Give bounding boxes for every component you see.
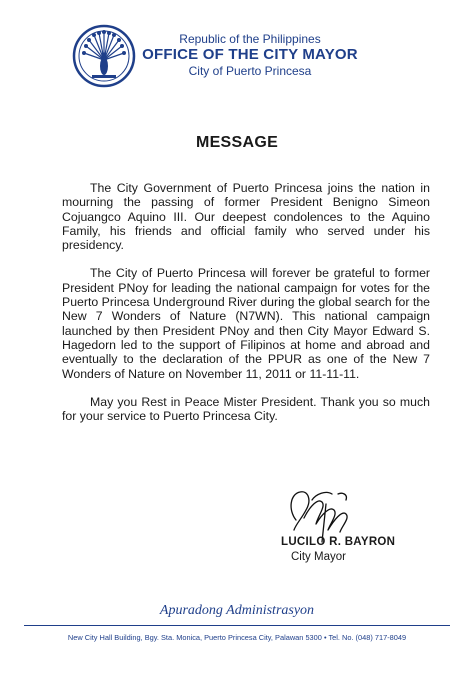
- city-seal-icon: [72, 24, 136, 88]
- paragraph-2: The City of Puerto Princesa will forever be grateful to former President PNoy for leading the national campaign for votes for the Puerto Princesa Underground River during the global search for the New 7 Wonders of Nature (N7WN). This national campaign launched by then President PNoy and then City Mayor Edward S. Hagedorn led to the support of Filipinos at home and abroad and eventually to the declaration of the PPUR as one of the New 7 Wonders of Nature on November 11, 2011 or 11-11-11.: [62, 266, 430, 381]
- page-title: MESSAGE: [195, 134, 279, 151]
- footer-divider: [24, 625, 450, 626]
- city-line: City of Puerto Princesa: [188, 64, 312, 78]
- signatory-title: City Mayor: [291, 551, 346, 563]
- message-body: [62, 181, 430, 437]
- signatory-name: LUCILO R. BAYRON: [281, 536, 396, 548]
- paragraph-1: The City Government of Puerto Princesa joins the nation in mourning the passing of former President Benigno Simeon Cojuangco Aquino III. Our deepest condolences to the Aquino Family, his friends and official family who served under his presidency.: [62, 181, 430, 253]
- office-name: OFFICE OF THE CITY MAYOR: [142, 46, 358, 63]
- footer-motto: Apuradong Administrasyon: [159, 603, 315, 618]
- republic-line: Republic of the Philippines: [179, 32, 321, 46]
- paragraph-3: May you Rest in Peace Mister President. Thank you so much for your service to Puerto Princesa City.: [62, 394, 430, 424]
- letterhead: [140, 32, 360, 78]
- footer-address: New City Hall Building, Bgy. Sta. Monica, Puerto Princesa City, Palawan 5300 • Tel. No. (048) 717-8049: [67, 633, 407, 642]
